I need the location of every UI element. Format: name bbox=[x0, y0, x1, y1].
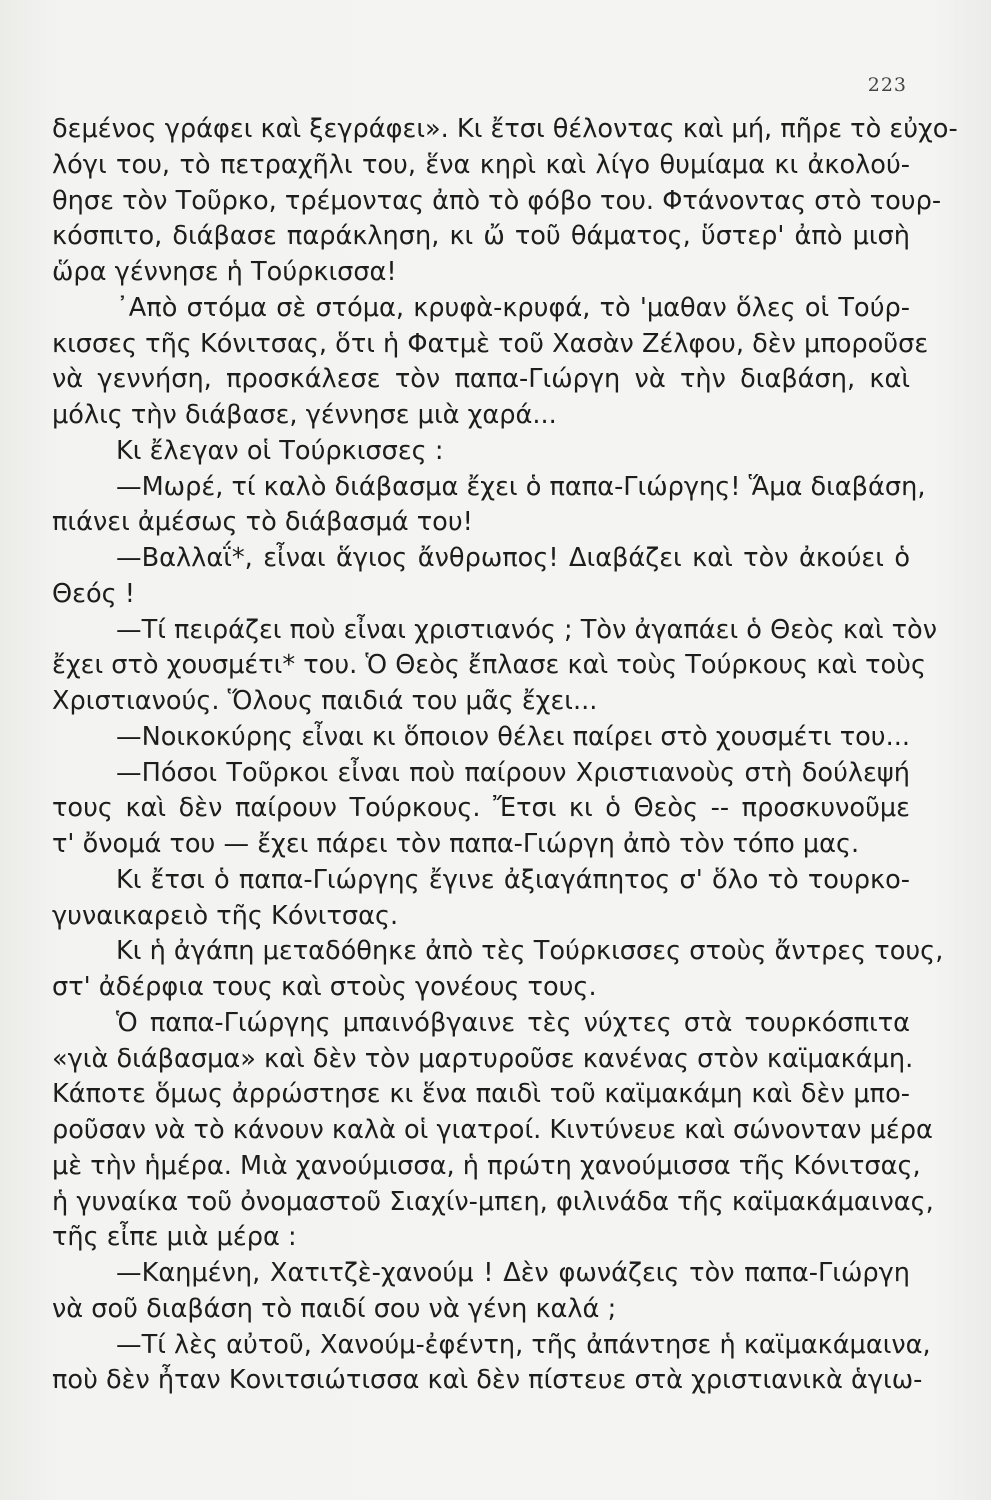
text-line: δεμένος γράφει καὶ ξεγράφει». Κι ἔτσι θέλοντας καὶ μή, πῆρε τὸ εὐχο- bbox=[52, 114, 958, 144]
text-line: μὲ τὴν ἡμέρα. Μιὰ χανούμισσα, ἡ πρώτη χανούμισσα τῆς Κόνιτσας, bbox=[52, 1150, 921, 1181]
text-line: «γιὰ διάβασμα» καὶ δὲν τὸν μαρτυροῦσε κανένας στὸν καϊμακάμη. bbox=[52, 1043, 914, 1074]
page-number: 223 bbox=[867, 74, 907, 96]
text-line: ὥρα γέννησε ἡ Τούρκισσα! bbox=[52, 257, 397, 287]
text-line: κισσες τῆς Κόνιτσας, ὅτι ἡ Φατμὲ τοῦ Χασὰν Ζέλφου, δὲν μποροῦσε bbox=[52, 328, 929, 359]
text-line: θησε τὸν Τοῦρκο, τρέμοντας ἀπὸ τὸ φόβο του. Φτάνοντας στὸ τουρ- bbox=[52, 185, 942, 216]
text-line: Κι ἔλεγαν οἱ Τούρκισσες : bbox=[116, 435, 444, 466]
text-line: —Πόσοι Τοῦρκοι εἶναι ποὺ παίρουν Χριστιανοὺς στὴ δούλεψή bbox=[116, 757, 910, 788]
text-line: νὰ σοῦ διαβάση τὸ παιδί σου νὰ γένη καλά ; bbox=[52, 1293, 617, 1324]
text-line: κόσπιτο, διάβασε παράκληση, κι ὤ τοῦ θάματος, ὕστερ' ἀπὸ μισὴ bbox=[52, 221, 910, 252]
text-line: —Βαλλαΐ*, εἶναι ἅγιος ἄνθρωπος! Διαβάζει καὶ τὸν ἀκούει ὁ bbox=[116, 543, 910, 573]
text-line: —Τί πειράζει ποὺ εἶναι χριστιανός ; Τὸν ἀγαπάει ὁ Θεὸς καὶ τὸν bbox=[116, 614, 938, 645]
text-line: —Τί λὲς αὐτοῦ, Χανούμ-ἐφέντη, τῆς ἀπάντησε ἡ καϊμακάμαινα, bbox=[116, 1329, 931, 1360]
text-line: ᾿Απὸ στόμα σὲ στόμα, κρυφὰ-κρυφά, τὸ 'μαθαν ὅλες οἱ Τούρ- bbox=[116, 292, 910, 323]
text-line: στ' ἀδέρφια τους καὶ στοὺς γονέους τους. bbox=[52, 972, 597, 1002]
text-line: νὰ γεννήση, προσκάλεσε τὸν παπα-Γιώργη νὰ τὴν διαβάση, καὶ bbox=[52, 364, 910, 395]
text-line: Κι ἔτσι ὁ παπα-Γιώργης ἔγινε ἀξιαγάπητος σ' ὅλο τὸ τουρκο- bbox=[116, 864, 910, 895]
text-line: Χριστιανούς. Ὅλους παιδιά του μᾶς ἔχει... bbox=[52, 686, 598, 716]
text-line: —Μωρέ, τί καλὸ διάβασμα ἔχει ὁ παπα-Γιώργης! Ἅμα διαβάση, bbox=[116, 471, 926, 502]
text-line: —Καημένη, Χατιτζὲ-χανούμ ! Δὲν φωνάζεις τὸν παπα-Γιώργη bbox=[116, 1258, 910, 1288]
text-line: Θεός ! bbox=[52, 578, 136, 609]
text-line: Κάποτε ὅμως ἀρρώστησε κι ἕνα παιδὶ τοῦ καϊμακάμη καὶ δὲν μπο- bbox=[52, 1079, 910, 1110]
text-line: τῆς εἶπε μιὰ μέρα : bbox=[52, 1222, 297, 1253]
text-line: ἔχει στὸ χουσμέτι* του. Ὁ Θεὸς ἔπλασε καὶ τοὺς Τούρκους καὶ τοὺς bbox=[52, 650, 926, 681]
text-line: πιάνει ἀμέσως τὸ διάβασμά του! bbox=[52, 507, 473, 538]
text-line: Ὁ παπα-Γιώργης μπαινόβγαινε τὲς νύχτες στὰ τουρκόσπιτα bbox=[116, 1007, 910, 1038]
text-line: γυναικαρειὸ τῆς Κόνιτσας. bbox=[52, 900, 399, 931]
text-line: τ' ὄνομά του — ἔχει πάρει τὸν παπα-Γιώργη ἀπὸ τὸν τόπο μας. bbox=[52, 829, 860, 859]
text-line: —Νοικοκύρης εἶναι κι ὅποιον θέλει παίρει στὸ χουσμέτι του... bbox=[116, 721, 910, 752]
text-line: μόλις τὴν διάβασε, γέννησε μιὰ χαρά... bbox=[52, 400, 557, 430]
text-line: τους καὶ δὲν παίρουν Τούρκους. Ἔτσι κι ὁ Θεὸς -- προσκυνοῦμε bbox=[52, 793, 910, 824]
text-line: ἡ γυναίκα τοῦ ὀνομαστοῦ Σιαχίν-μπεη, φιλινάδα τῆς καϊμακάμαινας, bbox=[52, 1186, 934, 1217]
text-line: ροῦσαν νὰ τὸ κάνουν καλὰ οἱ γιατροί. Κιντύνευε καὶ σώνονταν μέρα bbox=[52, 1115, 933, 1145]
text-line: ποὺ δὲν ἦταν Κονιτσιώτισσα καὶ δὲν πίστευε στὰ χριστιανικὰ ἁγιω- bbox=[52, 1365, 923, 1396]
body-text bbox=[52, 112, 958, 1399]
text-line: λόγι του, τὸ πετραχῆλι του, ἕνα κηρὶ καὶ λίγο θυμίαμα κι ἀκολού- bbox=[52, 149, 910, 180]
text-line: Κι ἡ ἀγάπη μεταδόθηκε ἀπὸ τὲς Τούρκισσες στοὺς ἄντρες τους, bbox=[116, 936, 944, 967]
